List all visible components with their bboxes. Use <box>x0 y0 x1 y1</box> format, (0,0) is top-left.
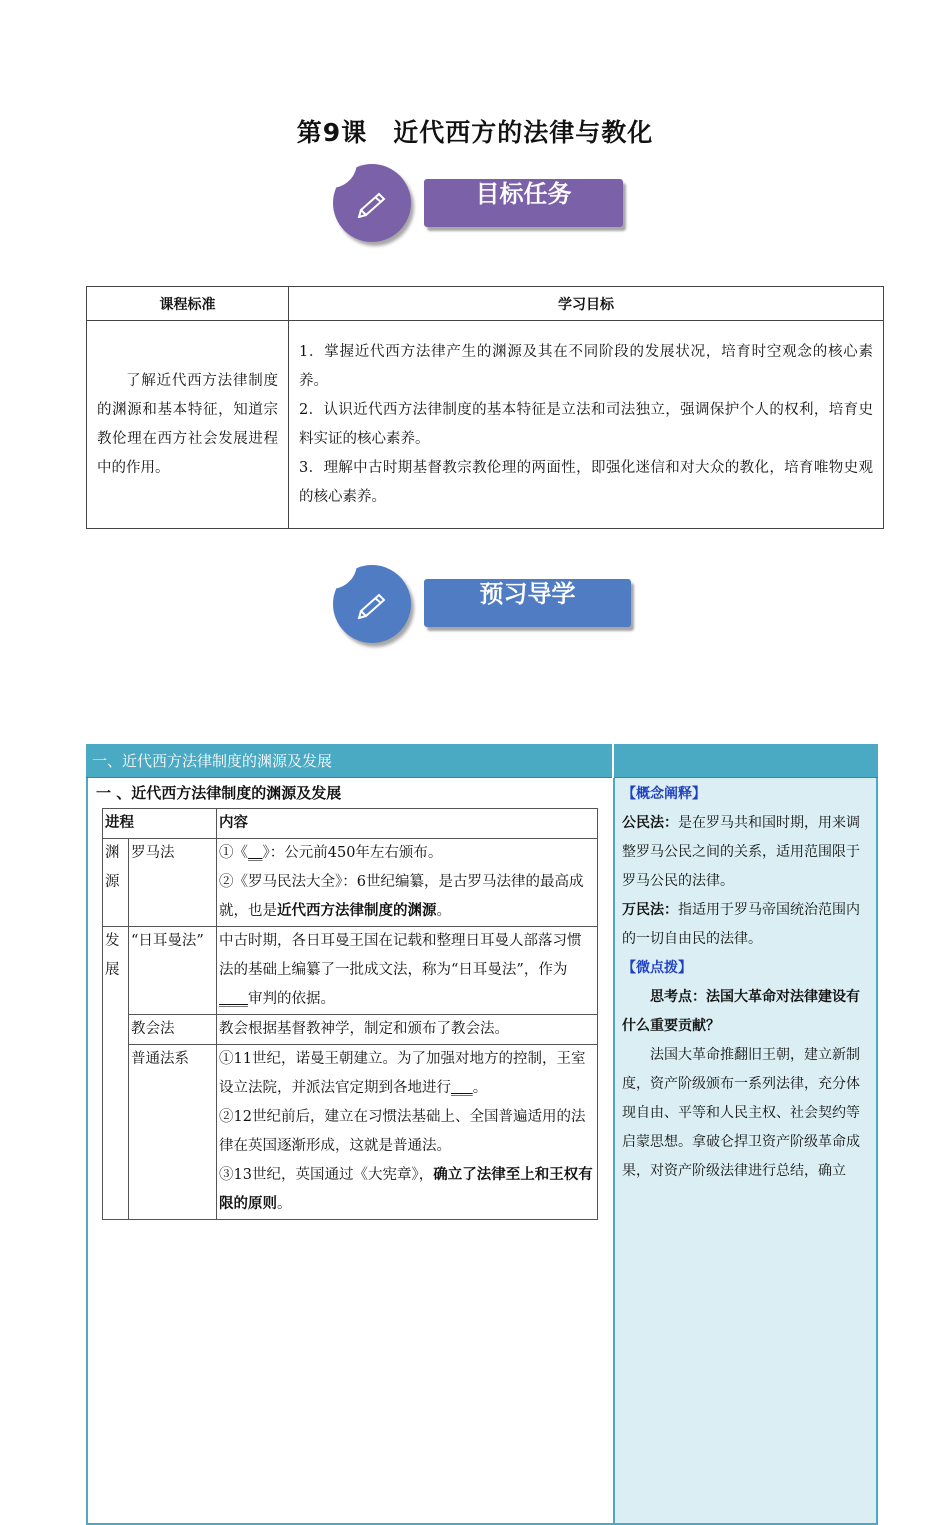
goal-item: 1．掌握近代西方法律产生的渊源及其在不同阶段的发展状况，培育时空观念的核心素养。 <box>299 343 873 389</box>
canon-law-label: 教会法 <box>129 1015 217 1045</box>
goal-badge-label: 目标任务 <box>424 179 623 227</box>
section-header-title: 一、近代西方法律制度的渊源及发展 <box>92 752 333 770</box>
table-row <box>103 1045 598 1220</box>
table-row <box>103 927 598 1015</box>
tip-heading: 【微点拨】 <box>622 960 692 976</box>
page-title: 第9课 近代西方的法律与教化 <box>296 118 654 147</box>
nations-law-note: 万民法：指适用于罗马帝国统治范围内的一切自由民的法律。 <box>622 902 860 947</box>
germanic-law-label: “日耳曼法” <box>129 927 217 1015</box>
canon-law-content: 教会根据基督教神学，制定和颁布了教会法。 <box>217 1015 598 1045</box>
civil-law-note: 公民法：是在罗马共和国时期，用来调整罗马公民之间的关系，适用范围限于罗马公民的法律。 <box>622 815 860 889</box>
tip-answer: 法国大革命推翻旧王朝，建立新制度，资产阶级颁布一系列法律，充分体现自由、平等和人民主权、社会契约等启蒙思想。拿破仑捍卫资产阶级革命成果，对资产阶级法律进行总结，确立 <box>622 1047 860 1179</box>
tip-question: 思考点：法国大革命对法律建设有什么重要贡献？ <box>622 989 860 1034</box>
pencil-icon <box>355 188 389 218</box>
standard-header: 课程标准 <box>87 287 289 321</box>
goal-item: 3．理解中古时期基督教宗教伦理的两面性，即强化迷信和对大众的教化，培育唯物史观的核心素养。 <box>299 459 873 505</box>
pencil-icon <box>355 589 389 619</box>
content-header: 内容 <box>217 809 598 839</box>
preview-section <box>86 744 878 1525</box>
notes-sidebar <box>613 778 878 1525</box>
goals-cell <box>289 321 884 529</box>
section-subtitle: 一 、近代西方法律制度的渊源及发展 <box>96 784 342 802</box>
roman-law-content: ①《__》：公元前450年左右颁布。 ②《罗马民法大全》：6世纪编纂，是古罗马法律的最高成就，也是近代西方法律制度的渊源。 <box>217 839 598 927</box>
source-label: 渊源 <box>103 839 129 927</box>
section-main <box>86 778 613 1525</box>
germanic-law-content: 中古时期，各日耳曼王国在记载和整理日耳曼人部落习惯法的基础上编纂了一批成文法，称为“日耳曼法”，作为____审判的依据。 <box>217 927 598 1015</box>
goal-item: 2．认识近代西方法律制度的基本特征是立法和司法独立，强调保护个人的权利，培育史料实证的核心素养。 <box>299 401 873 447</box>
law-development-table <box>102 808 598 1220</box>
develop-label: 发展 <box>103 927 129 1220</box>
roman-law-label: 罗马法 <box>129 839 217 927</box>
stage-header: 进程 <box>103 809 217 839</box>
standard-cell <box>87 321 289 529</box>
preview-badge-label: 预习导学 <box>424 579 631 627</box>
table-row <box>103 839 598 927</box>
table-row <box>103 1015 598 1045</box>
concept-heading: 【概念阐释】 <box>622 786 706 802</box>
standard-text: 了解近代西方法律制度的渊源和基本特征，知道宗教伦理在西方社会发展进程中的作用。 <box>97 372 278 476</box>
common-law-content: ①11世纪，诺曼王朝建立。为了加强对地方的控制，王室设立法院，并派法官定期到各地进行___。 ②12世纪前后，建立在习惯法基础上、全国普遍适用的法律在英国逐渐形成，这就是普通法。 ③13世纪，英国通过《大宪章》，确立了法律至上和王权有限的原则。 <box>217 1045 598 1220</box>
common-law-label: 普通法系 <box>129 1045 217 1220</box>
goals-header: 学习目标 <box>289 287 884 321</box>
section-header <box>86 744 878 778</box>
objectives-table <box>86 286 884 529</box>
